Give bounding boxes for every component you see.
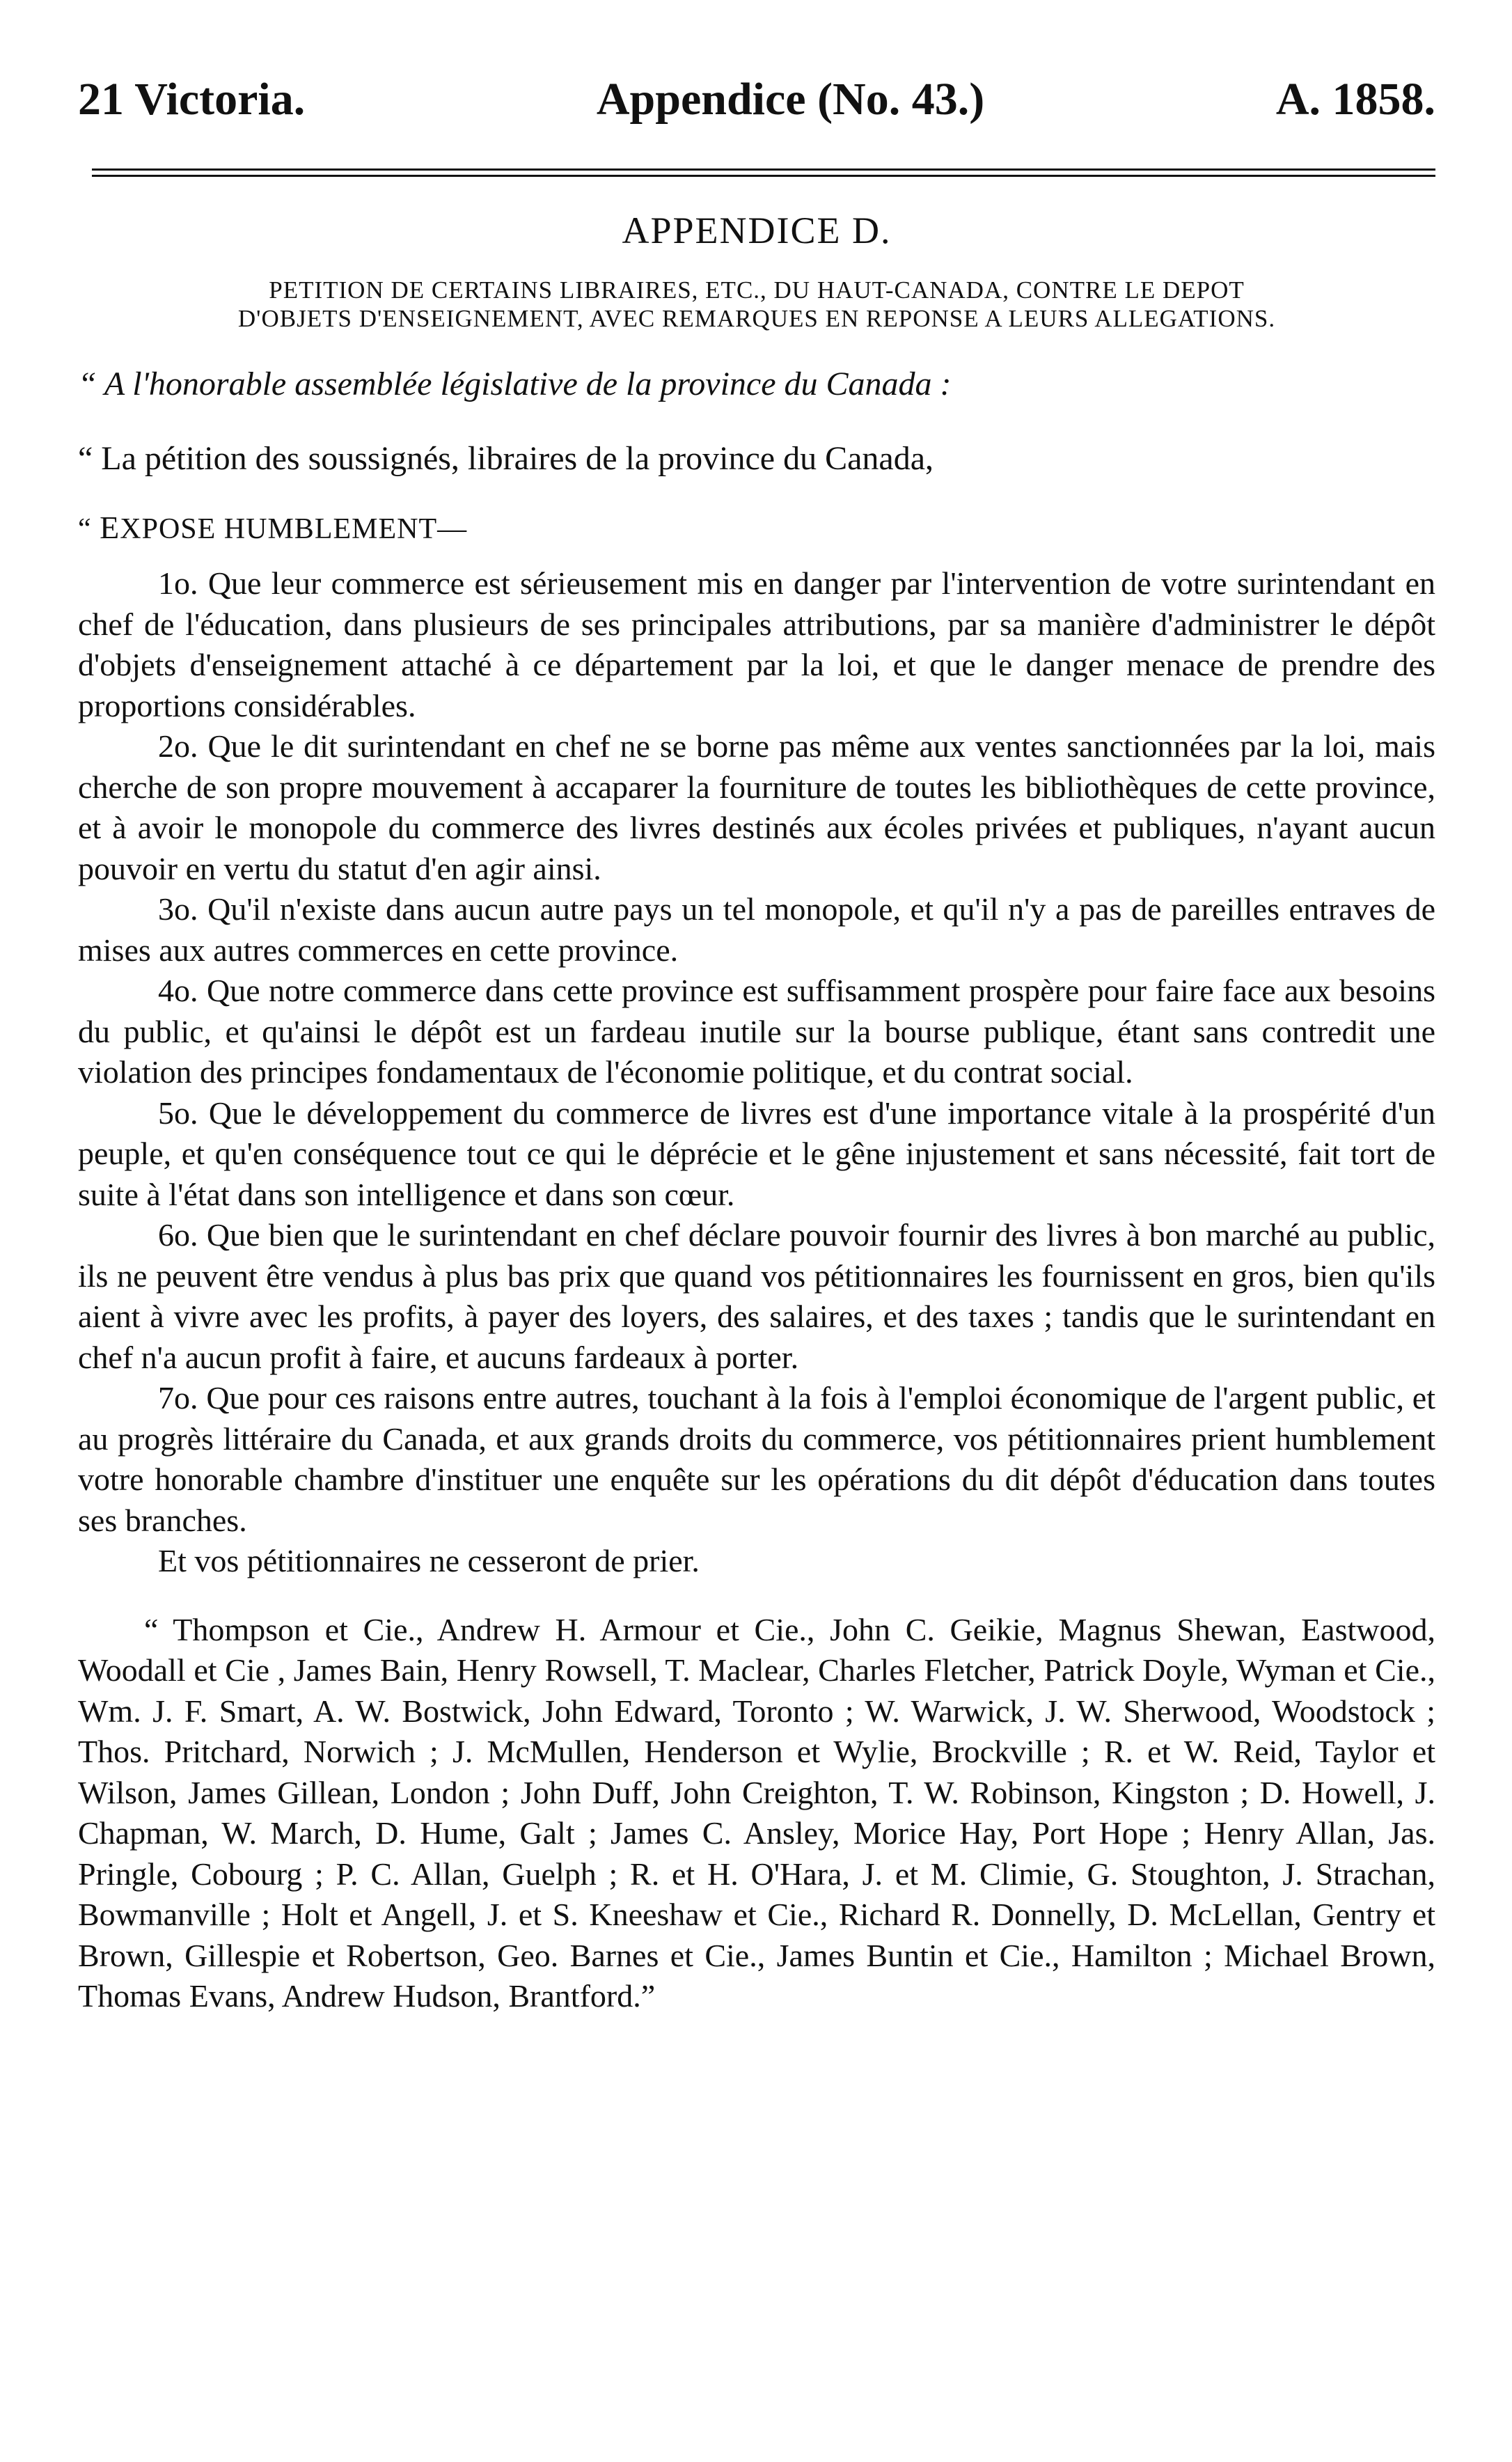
heading-line-2: D'OBJETS D'ENSEIGNEMENT, AVEC REMARQUES EN REPONSE A LEURS ALLEGATIONS.	[237, 304, 1276, 332]
header-double-rule	[92, 168, 1435, 177]
petition-paragraph-7: 7o. Que pour ces raisons entre autres, touchant à la fois à l'emploi économique de l'argent public, et au progrès littéraire du Canada, et aux grands droits du commerce, vos pétitionnaires prient humblement votre honorable chambre d'instituer une enquête sur les opérations du dit dépôt d'éducation dans toutes ses branches.	[78, 1380, 1435, 1538]
petition-body	[78, 563, 1435, 1582]
petition-address: “ A l'honorable assemblée législative de la province du Canada :	[78, 365, 952, 402]
appendix-title: APPENDICE D.	[622, 210, 892, 251]
petition-paragraph-1: 1o. Que leur commerce est sérieusement mis en danger par l'intervention de votre surintendant en chef de l'éducation, dans plusieurs de ses principales attributions, par sa manière d'administrer le dépôt d'objets d'enseignement attaché à ce département par la loi, et que le danger menace de prendre des proportions considérables.	[78, 565, 1435, 723]
expose-rest: XPOSE HUMBLEMENT—	[120, 512, 468, 545]
expose-quote: “	[78, 512, 100, 545]
header-appendix-number: Appendice (No. 43.)	[596, 74, 985, 125]
running-header	[78, 74, 1435, 132]
document-page	[78, 74, 1435, 2430]
document-heading	[78, 276, 1435, 333]
expose-initial: E	[100, 509, 120, 545]
petition-paragraph-4: 4o. Que notre commerce dans cette province est suffisamment prospère pour faire face aux besoins du public, et qu'ainsi le dépôt est un fardeau inutile sur la bourse publique, étant sans contredit une violation des principes fondamentaux de l'économie politique, et du contrat social.	[78, 973, 1435, 1090]
heading-line-1: PETITION DE CERTAINS LIBRAIRES, ETC., DU HAUT-CANADA, CONTRE LE DEPOT	[269, 276, 1245, 304]
petition-paragraph-3: 3o. Qu'il n'existe dans aucun autre pays un tel monopole, et qu'il n'y a pas de pareilles entraves de mises aux autres commerces en cette province.	[78, 891, 1435, 968]
petition-closing: Et vos pétitionnaires ne cesseront de prier.	[158, 1543, 700, 1579]
petition-paragraph-5: 5o. Que le développement du commerce de livres est d'une importance vitale à la prospérité d'un peuple, et qu'en conséquence tout ce qui le déprécie et le gêne injustement et sans nécessité, fait tort de suite à l'état dans son intelligence et dans son cœur.	[78, 1095, 1435, 1212]
signatories-list: “ Thompson et Cie., Andrew H. Armour et Cie., John C. Geikie, Magnus Shewan, Eastwood, Woodall et Cie , James Bain, Henry Rowsell, T. Maclear, Charles Fletcher, Patrick Doyle, Wyman et Cie., Wm. J. F. Smart, A. W. Bostwick, John Edward, Toronto ; W. Warwick, J. W. Sherwood, Woodstock ; Thos. Pritchard, Norwich ; J. McMullen, Henderson et Wylie, Brockville ; R. et W. Reid, Taylor et Wilson, James Gillean, London ; John Duff, John Creighton, T. W. Robinson, Kingston ; D. Howell, J. Chapman, W. March, D. Hume, Galt ; James C. Ansley, Morice Hay, Port Hope ; Henry Allan, Jas. Pringle, Cobourg ; P. C. Allan, Guelph ; R. et H. O'Hara, J. et M. Climie, G. Stoughton, J. Strachan, Bowmanville ; Holt et Angell, J. et S. Kneeshaw et Cie., Richard R. Donnelly, D. McLellan, Gentry et Brown, Gillespie et Robertson, Geo. Barnes et Cie., James Buntin et Cie., Hamilton ; Michael Brown, Thomas Evans, Andrew Hudson, Brantford.”	[78, 1611, 1435, 2014]
expose-heading	[78, 508, 1435, 547]
petition-paragraph-2: 2o. Que le dit surintendant en chef ne se borne pas même aux ventes sanctionnées par la loi, mais cherche de son propre mouvement à accaparer la fourniture de toutes les bibliothèques de cette province, et à avoir le monopole du commerce des livres destinés aux écoles privées et publiques, n'ayant aucun pouvoir en vertu du statut d'en agir ainsi.	[78, 728, 1435, 886]
header-session: 21 Victoria.	[78, 74, 306, 125]
petition-intro: “ La pétition des soussignés, libraires de la province du Canada,	[78, 440, 934, 478]
header-year: A. 1858.	[1275, 74, 1435, 125]
petition-paragraph-6: 6o. Que bien que le surintendant en chef déclare pouvoir fournir des livres à bon marché au public, ils ne peuvent être vendus à plus bas prix que quand vos pétitionnaires les fournissent en gros, bien qu'ils aient à vivre avec les profits, à payer des loyers, des salaires, et des taxes ; tandis que le surintendant en chef n'a aucun profit à faire, et aucuns fardeaux à porter.	[78, 1217, 1435, 1375]
